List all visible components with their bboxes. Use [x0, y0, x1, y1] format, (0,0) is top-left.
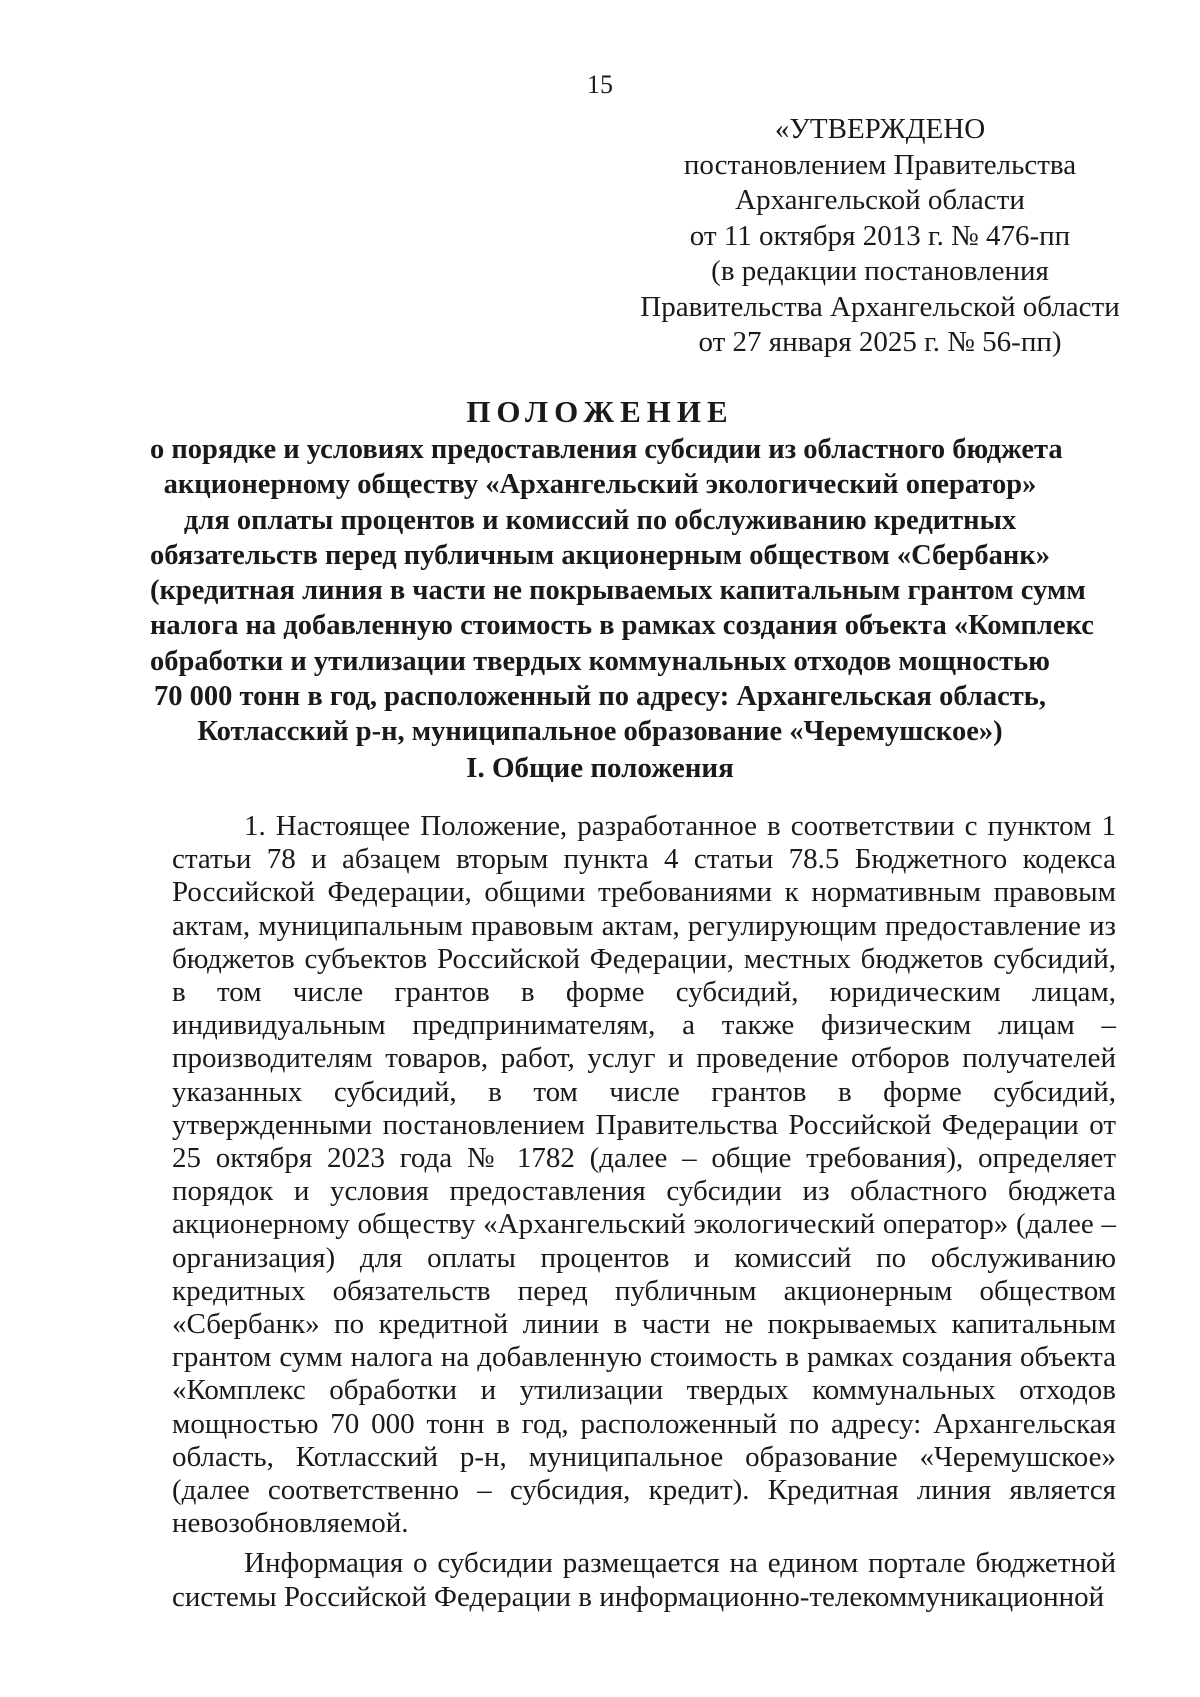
subtitle-line: обработки и утилизации твердых коммунальных отходов мощностью: [150, 645, 1050, 677]
subtitle-line: обязательств перед публичным акционерным обществом «Сбербанк»: [150, 539, 1051, 571]
paragraph: 1. Настоящее Положение, разработанное в соответствии с пунктом 1 статьи 78 и абзацем вторым пункта 4 статьи 78.5 Бюджетного кодекса Российской Федерации, общими требованиями к нормативным правовым актам, муниципальным правовым актам, регулирующим предоставление из бюджетов субъектов Российской Федерации, местных бюджетов субсидий, в том числе грантов в форме субсидий, юридическим лицам, индивидуальным предпринимателям, а также физическим лицам – производителям товаров, работ, услуг и проведение отборов получателей указанных субсидий, в том числе грантов в форме субсидий, утвержденными постановлением Правительства Российской Федерации от 25 октября 2023 года № 1782 (далее – общие требования), определяет порядок и условия предоставления субсидии из областного бюджета акционерному обществу «Архангельский экологический оператор» (далее – организация) для оплаты процентов и комиссий по обслуживанию кредитных обязательств перед публичным акционерным обществом «Сбербанк» по кредитной линии в части не покрываемых капитальным грантом сумм налога на добавленную стоимость в рамках создания объекта «Комплекс обработки и утилизации твердых коммунальных отходов мощностью 70 000 тонн в год, расположенный по адресу: Архангельская область, Котласский р-н, муниципальное образование «Черемушское» (далее соответственно – субсидия, кредит). Кредитная линия является невозобновляемой.: [172, 810, 1116, 1540]
approval-line: от 27 января 2025 г. № 56-пп): [698, 326, 1062, 358]
subtitle-line: акционерному обществу «Архангельский экологический оператор»: [163, 469, 1037, 501]
approval-line: от 11 октября 2013 г. № 476-пп: [689, 219, 1071, 252]
subtitle-line: 70 000 тонн в год, расположенный по адресу: Архангельская область,: [154, 681, 1046, 713]
approval-line: Правительства Архангельской области: [640, 290, 1120, 323]
paragraph: Информация о субсидии размещается на едином портале бюджетной системы Российской Федерации в информационно-телекоммуникационной: [172, 1547, 1116, 1613]
subtitle-line: для оплаты процентов и комиссий по обслуживанию кредитных: [183, 504, 1017, 536]
approval-line: (в редакции постановления: [711, 255, 1049, 287]
page-number: 15: [587, 70, 613, 99]
approval-stamp-block: [640, 112, 1120, 361]
subtitle-line: налога на добавленную стоимость в рамках создания объекта «Комплекс: [150, 610, 1094, 642]
section-body: [172, 810, 1116, 1621]
approval-line: «УТВЕРЖДЕНО: [774, 113, 986, 145]
document-title: ПОЛОЖЕНИЕ: [466, 394, 734, 429]
section-heading: I. Общие положения: [466, 752, 734, 784]
subtitle-line: (кредитная линия в части не покрываемых капитальным грантом сумм: [150, 575, 1086, 607]
subtitle-line: Котласский р-н, муниципальное образование «Черемушское»): [197, 716, 1003, 748]
document-title-block: [150, 392, 1094, 750]
approval-line: Архангельской области: [735, 184, 1025, 216]
subtitle-line: о порядке и условиях предоставления субсидии из областного бюджета: [150, 434, 1063, 465]
document-subtitle: [150, 432, 1094, 750]
approval-line: постановлением Правительства: [683, 148, 1077, 181]
